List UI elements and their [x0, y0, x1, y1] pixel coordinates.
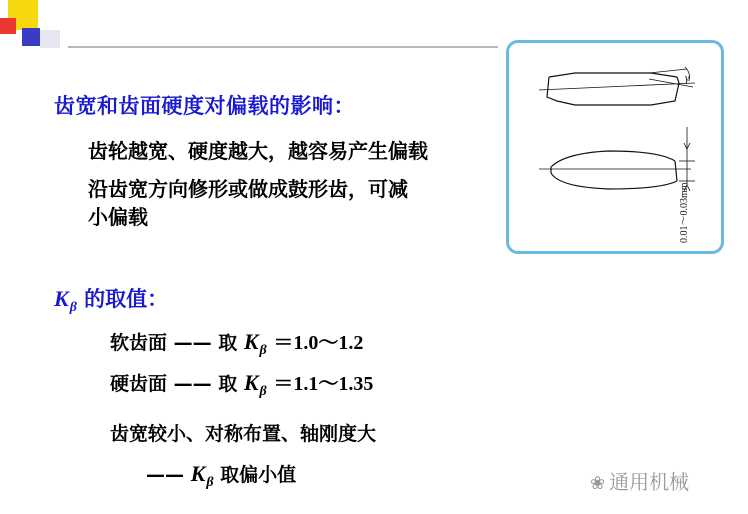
hard-value: ＝1.1～1.35: [273, 373, 374, 395]
modified-tooth-profile: [539, 67, 695, 105]
watermark-text: 通用机械: [609, 470, 690, 494]
heading-k-beta-text: 的取值：: [76, 287, 169, 311]
text-small-width-condition: 齿宽较小、对称布置、轴刚度大: [110, 423, 377, 445]
text-wider-harder: 齿轮越宽、硬度越大，越容易产生偏载: [88, 139, 428, 163]
gear-tooth-diagram: [509, 43, 721, 251]
dimension-label: 0.01～0.03mm: [679, 182, 690, 243]
title-divider: [68, 46, 498, 48]
k-beta-symbol: $K_\beta$: [54, 286, 77, 315]
k-beta-symbol: $K_\beta$: [190, 461, 214, 490]
row-hard-tooth: [110, 367, 374, 399]
watermark: [590, 466, 689, 495]
text-crowning-2: 小偏载: [88, 205, 148, 229]
angle-gamma-label: γ: [685, 72, 690, 84]
wechat-icon: ❀: [590, 473, 606, 494]
gear-tooth-figure: [506, 40, 724, 254]
decor-square-blue: [22, 28, 40, 46]
row-soft-tooth: [110, 326, 364, 358]
decor-square-pale: [40, 30, 60, 48]
crowned-tooth-profile: [539, 127, 695, 191]
text-crowning-1: 沿齿宽方向修形或做成鼓形齿，可减: [88, 177, 408, 201]
text-take-smaller: [146, 460, 297, 490]
heading-width-hardness: 齿宽和齿面硬度对偏载的影响：: [54, 94, 355, 118]
soft-label: 软齿面 —— 取: [110, 332, 244, 354]
take-smaller-text: 取偏小值: [213, 464, 297, 486]
soft-value: ＝1.0～1.2: [273, 332, 364, 354]
heading-k-beta: [54, 283, 168, 313]
hard-label: 硬齿面 —— 取: [110, 373, 244, 395]
k-beta-symbol: $K_\beta$: [243, 370, 267, 399]
decor-square-red: [0, 18, 16, 34]
dash-prefix: ——: [146, 464, 191, 486]
k-beta-symbol: $K_\beta$: [243, 329, 267, 358]
